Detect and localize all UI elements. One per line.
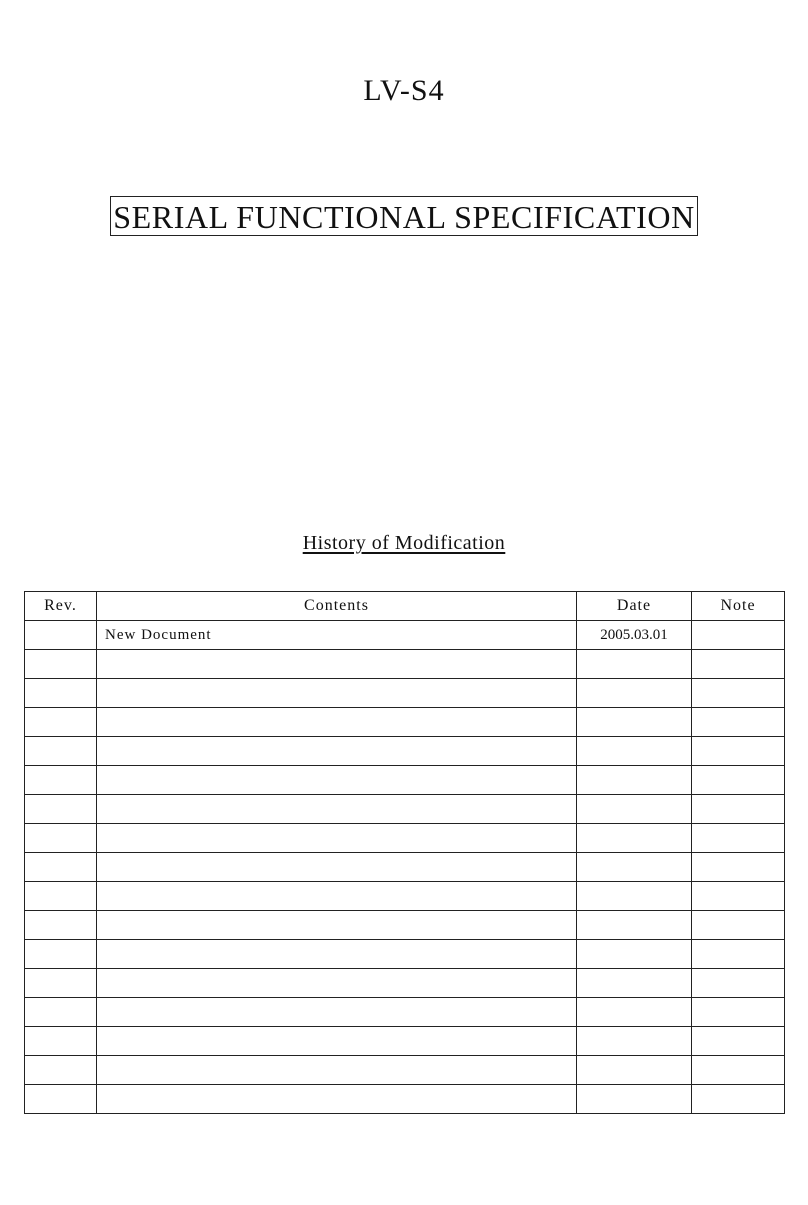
cell-date [577, 940, 692, 969]
cell-rev [25, 998, 97, 1027]
header-contents: Contents [97, 592, 577, 621]
cell-date: 2005.03.01 [577, 621, 692, 650]
cell-rev [25, 737, 97, 766]
table-row [25, 795, 785, 824]
cell-note [692, 1085, 785, 1114]
cell-contents [97, 795, 577, 824]
cell-rev [25, 708, 97, 737]
history-header-row [25, 592, 785, 621]
cell-date [577, 650, 692, 679]
cell-date [577, 882, 692, 911]
model-name: LV-S4 [363, 74, 445, 107]
history-heading: History of Modification [302, 532, 506, 554]
cell-rev [25, 1056, 97, 1085]
table-row [25, 737, 785, 766]
cell-contents [97, 737, 577, 766]
table-row [25, 824, 785, 853]
cell-contents [97, 708, 577, 737]
cell-date [577, 969, 692, 998]
cell-contents [97, 650, 577, 679]
cell-note [692, 766, 785, 795]
table-row [25, 911, 785, 940]
header-rev: Rev. [25, 592, 97, 621]
header-note: Note [692, 592, 785, 621]
cell-note [692, 1056, 785, 1085]
table-row [25, 766, 785, 795]
cell-note [692, 911, 785, 940]
header-date: Date [577, 592, 692, 621]
table-row [25, 882, 785, 911]
cell-rev [25, 621, 97, 650]
cell-rev [25, 679, 97, 708]
cell-date [577, 824, 692, 853]
table-row [25, 708, 785, 737]
cell-rev [25, 1027, 97, 1056]
cell-note [692, 650, 785, 679]
cell-date [577, 766, 692, 795]
cell-date [577, 911, 692, 940]
cell-rev [25, 940, 97, 969]
cell-contents [97, 1027, 577, 1056]
table-row [25, 1056, 785, 1085]
cell-date [577, 708, 692, 737]
cell-note [692, 940, 785, 969]
cell-contents [97, 679, 577, 708]
cell-contents [97, 853, 577, 882]
cell-contents: New Document [97, 621, 577, 650]
cell-note [692, 737, 785, 766]
table-row [25, 650, 785, 679]
cell-date [577, 679, 692, 708]
cell-rev [25, 882, 97, 911]
cell-rev [25, 766, 97, 795]
document-title: SERIAL FUNCTIONAL SPECIFICATION [110, 196, 698, 236]
cell-note [692, 1027, 785, 1056]
cell-date [577, 1056, 692, 1085]
cell-contents [97, 940, 577, 969]
cell-date [577, 998, 692, 1027]
cell-date [577, 795, 692, 824]
cell-rev [25, 795, 97, 824]
cell-date [577, 853, 692, 882]
table-row [25, 621, 785, 650]
cell-date [577, 1085, 692, 1114]
spec-title-container [0, 196, 808, 236]
cell-contents [97, 882, 577, 911]
cell-rev [25, 969, 97, 998]
cell-contents [97, 969, 577, 998]
cell-rev [25, 650, 97, 679]
cell-rev [25, 824, 97, 853]
table-row [25, 969, 785, 998]
cell-contents [97, 998, 577, 1027]
cell-date [577, 1027, 692, 1056]
cell-rev [25, 911, 97, 940]
cell-contents [97, 1085, 577, 1114]
cell-contents [97, 766, 577, 795]
cell-note [692, 853, 785, 882]
history-table [24, 591, 785, 1114]
cell-note [692, 882, 785, 911]
cell-rev [25, 1085, 97, 1114]
cell-contents [97, 824, 577, 853]
cell-note [692, 621, 785, 650]
cell-note [692, 708, 785, 737]
cell-note [692, 679, 785, 708]
table-row [25, 940, 785, 969]
cell-note [692, 998, 785, 1027]
cell-date [577, 737, 692, 766]
cell-note [692, 969, 785, 998]
table-row [25, 1085, 785, 1114]
table-row [25, 853, 785, 882]
cell-contents [97, 1056, 577, 1085]
table-row [25, 1027, 785, 1056]
history-body [25, 621, 785, 1114]
table-row [25, 998, 785, 1027]
cell-contents [97, 911, 577, 940]
table-row [25, 679, 785, 708]
cell-note [692, 824, 785, 853]
cell-note [692, 795, 785, 824]
cell-rev [25, 853, 97, 882]
